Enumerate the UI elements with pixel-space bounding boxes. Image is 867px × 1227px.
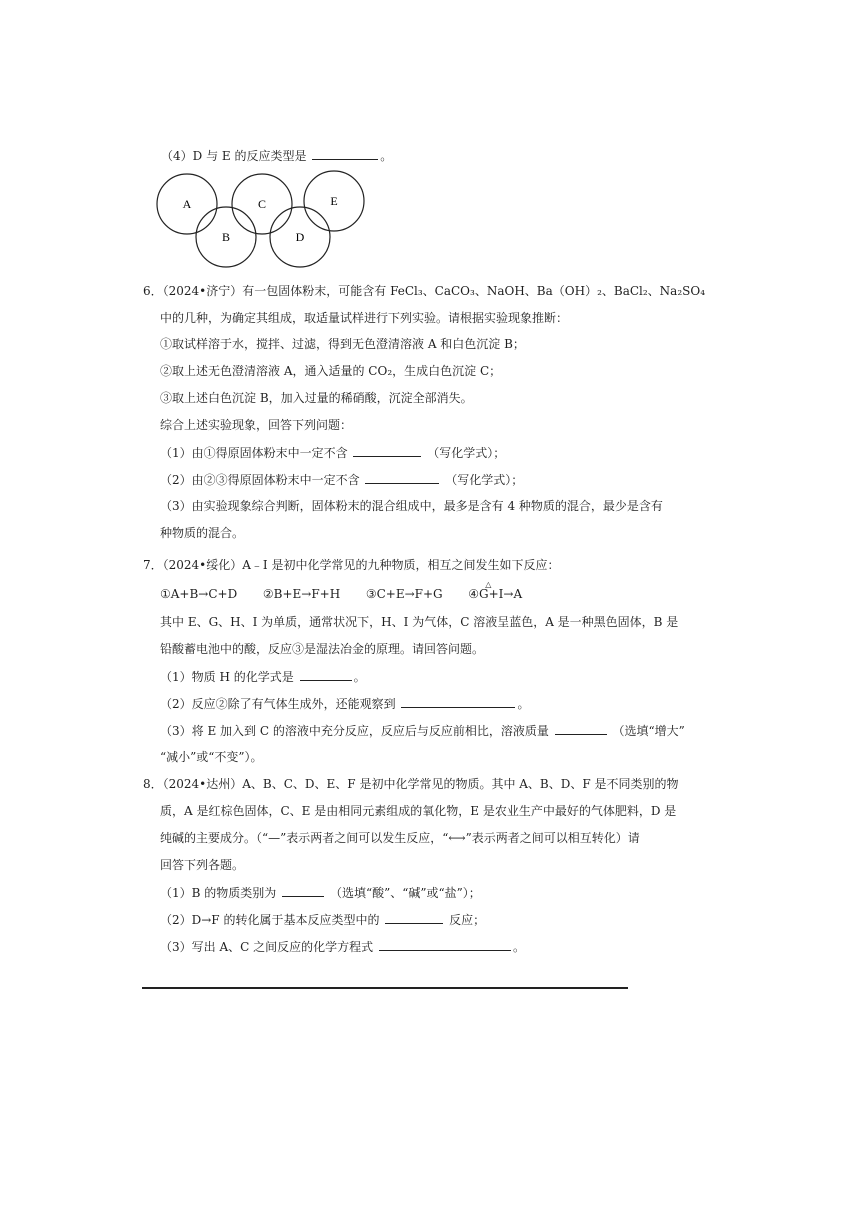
q8-sub2 xyxy=(160,911,485,928)
q8-sub3-text: （3）写出 A、C 之间反应的化学方程式 xyxy=(160,940,374,954)
q7-desc-line1: 其中 E、G、H、I 为单质，通常状况下，H、I 为气体，C 溶液呈蓝色，A 是一种黑色固体，B 是 xyxy=(160,615,679,629)
answer-blank[interactable] xyxy=(385,911,443,924)
heat-symbol: △ xyxy=(485,580,492,589)
q8-stem-line3: 纯碱的主要成分。（“—”表示两者之间可以发生反应，“⟷”表示两者之间可以相互转化）请 xyxy=(160,831,640,845)
q8-stem-line2: 质，A 是红棕色固体，C、E 是由相同元素组成的氧化物，E 是农业生产中最好的气体肥料，D 是 xyxy=(160,804,677,818)
q7-sub3-line2: “减小”或“不变”）。 xyxy=(160,750,263,764)
q6-step2: ②取上述无色澄清溶液 A，通入适量的 CO₂，生成白色沉淀 C； xyxy=(160,364,502,378)
q8-stem-line4: 回答下列各题。 xyxy=(160,858,245,872)
q8-stem-line1: 8．（2024•达州）A、B、C、D、E、F 是初中化学常见的物质。其中 A、B、D、F 是不同类别的物 xyxy=(143,777,679,791)
q6-sub1-suffix: （写化学式）； xyxy=(427,446,506,460)
q7-reaction-1: ①A+B→C+D xyxy=(160,587,238,601)
circle-label-c: C xyxy=(257,197,267,211)
q6-stem-line1: 6．（2024•济宁）有一包固体粉末，可能含有 FeCl₃、CaCO₃、NaOH、Ba（OH）₂、BaCl₂、Na₂SO₄ xyxy=(143,284,706,298)
footer-divider xyxy=(142,987,628,989)
q6-sub3-line1: （3）由实验现象综合判断，固体粉末的混合组成中，最多是含有 4 种物质的混合，最少是含有 xyxy=(160,499,663,513)
q6-sub3-line2: 种物质的混合。 xyxy=(160,526,245,540)
q8-sub3 xyxy=(160,938,525,955)
circle-label-a: A xyxy=(182,197,192,211)
q7-sub1-end: 。 xyxy=(353,670,366,684)
q7-sub1-text: （1）物质 H 的化学式是 xyxy=(160,670,294,684)
q8-sub2-suffix: 反应； xyxy=(449,913,486,927)
q6-sub2-text: （2）由②③得原固体粉末中一定不含 xyxy=(160,473,360,487)
q8-sub1-text: （1）B 的物质类别为 xyxy=(160,886,277,900)
q7-sub1 xyxy=(160,668,366,685)
q6-sub1-text: （1）由①得原固体粉末中一定不含 xyxy=(160,446,348,460)
q8-sub1-choice: （选填“酸”、“碱”或“盐”）； xyxy=(329,886,481,900)
q8-sub1 xyxy=(160,884,481,901)
q7-sub2-text: （2）反应②除了有气体生成外，还能观察到 xyxy=(160,697,396,711)
circle-label-b: B xyxy=(221,230,231,244)
q7-reaction-3: ③C+E→F+G xyxy=(365,587,443,601)
q6-sub2-suffix: （写化学式）； xyxy=(445,473,524,487)
q7-reactions xyxy=(160,580,523,602)
q8-sub2-text: （2）D→F 的转化属于基本反应类型中的 xyxy=(160,913,380,927)
q6-sub2 xyxy=(160,471,523,488)
q5-sub4 xyxy=(161,147,392,164)
circle-label-e: E xyxy=(330,194,338,208)
q6-step3: ③取上述白色沉淀 B，加入过量的稀硝酸，沉淀全部消失。 xyxy=(160,391,473,405)
circle-diagram xyxy=(150,170,370,274)
q7-sub3-text: （3）将 E 加入到 C 的溶液中充分反应，反应后与反应前相比，溶液质量 xyxy=(160,724,549,738)
q7-reaction-2: ②B+E→F+H xyxy=(262,587,341,601)
q7-desc-line2: 铅酸蓄电池中的酸，反应③是湿法冶金的原理。请回答问题。 xyxy=(160,642,485,656)
q7-sub3-choice: （选填“增大” xyxy=(612,724,685,738)
q5-sub4-text: （4）D 与 E 的反应类型是 xyxy=(161,149,307,163)
q7-sub3-line1 xyxy=(160,722,685,739)
q7-stem-line1: 7．（2024•绥化）A﹣I 是初中化学常见的九种物质，相互之间发生如下反应： xyxy=(143,558,560,572)
answer-blank[interactable] xyxy=(365,471,439,484)
q7-reaction-4 xyxy=(468,580,523,602)
answer-blank[interactable] xyxy=(300,668,352,681)
answer-blank[interactable] xyxy=(379,938,511,951)
answer-blank[interactable] xyxy=(282,884,324,897)
q6-sub1 xyxy=(160,444,505,461)
answer-blank[interactable] xyxy=(353,444,421,457)
circle-label-d: D xyxy=(295,230,305,244)
answer-blank[interactable] xyxy=(401,695,515,708)
q6-summary: 综合上述实验现象，回答下列问题： xyxy=(160,418,353,432)
q7-sub2-end: 。 xyxy=(517,697,530,711)
answer-blank[interactable] xyxy=(555,722,607,735)
answer-blank[interactable] xyxy=(312,147,378,160)
q7-sub2 xyxy=(160,695,529,712)
q5-sub4-end: 。 xyxy=(380,149,393,163)
q6-step1: ①取试样溶于水，搅拌、过滤，得到无色澄清溶液 A 和白色沉淀 B； xyxy=(160,337,525,351)
q7-reaction-4-text: ④G+I→A xyxy=(468,587,523,601)
q8-sub3-end: 。 xyxy=(512,940,525,954)
q6-stem-line2: 中的几种，为确定其组成，取适量试样进行下列实验。请根据实验现象推断： xyxy=(160,311,569,325)
